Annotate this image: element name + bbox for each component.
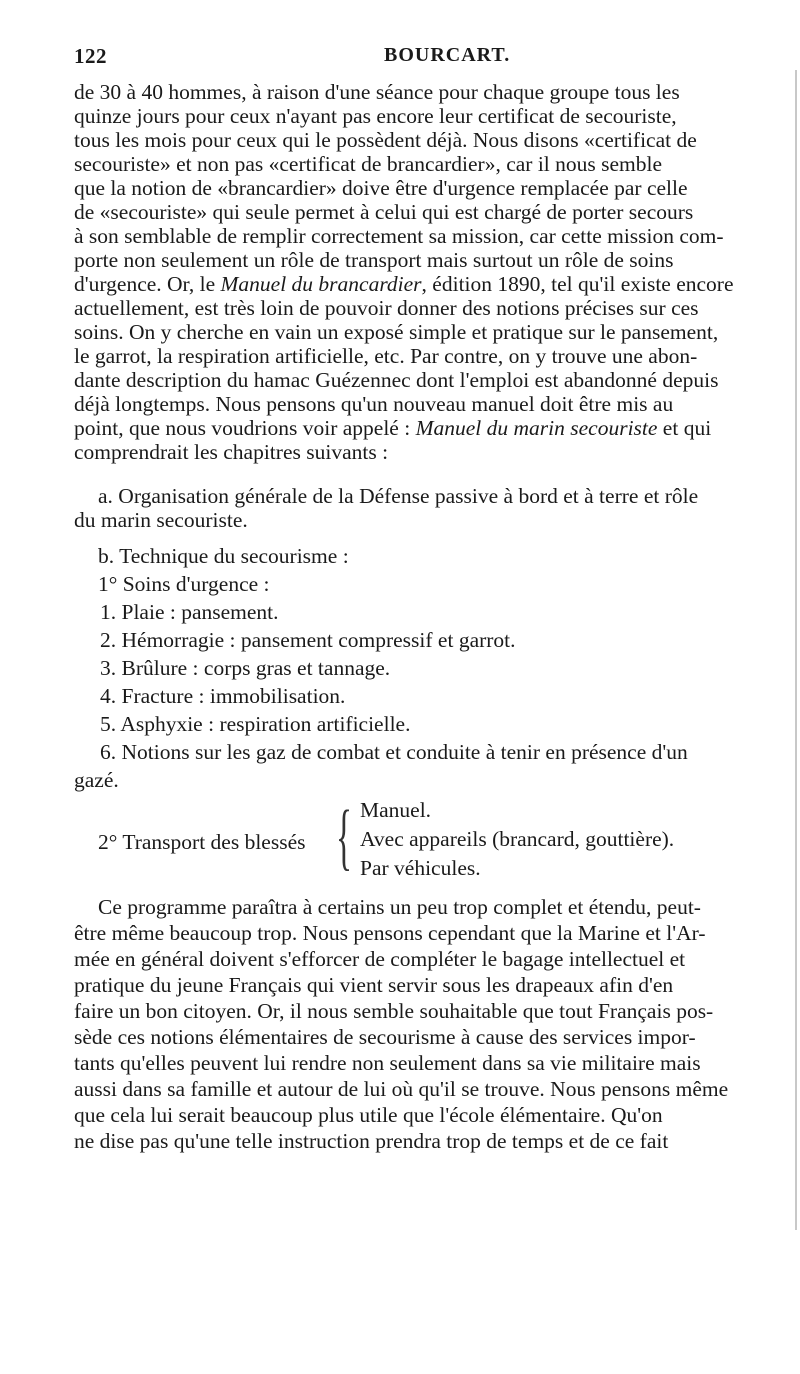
text-line: porte non seulement un rôle de transport mais surtout un rôle de soins: [74, 248, 674, 272]
page-number: 122: [74, 44, 107, 68]
list-item: 4. Fracture : immobilisation.: [100, 684, 346, 708]
text-line: soins. On y cherche en vain un exposé simple et pratique sur le pansement,: [74, 320, 719, 344]
text-line: que cela lui serait beaucoup plus utile que l'école élémentaire. Qu'on: [74, 1103, 663, 1127]
text-line: comprendrait les chapitres suivants :: [74, 440, 389, 464]
text-line: de 30 à 40 hommes, à raison d'une séance pour chaque groupe tous les: [74, 80, 680, 104]
text-line: faire un bon citoyen. Or, il nous semble souhaitable que tout Français pos-: [74, 999, 714, 1023]
text-line: du marin secouriste.: [74, 508, 248, 532]
text-line: mée en général doivent s'efforcer de compléter le bagage intellectuel et: [74, 947, 686, 971]
transport-option: Manuel.: [360, 798, 432, 822]
manual-title-italic: Manuel du marin secouriste: [415, 416, 658, 440]
transport-label: 2° Transport des blessés: [98, 830, 306, 854]
text-line: quinze jours pour ceux n'ayant pas encore leur certificat de secouriste,: [74, 104, 677, 128]
transport-option: Avec appareils (brancard, gouttière).: [360, 827, 675, 851]
paragraph-closing: [74, 894, 780, 1154]
list-item: 1. Plaie : pansement.: [100, 600, 279, 624]
text-line: secouriste» et non pas «certificat de brancardier», car il nous semble: [74, 152, 663, 176]
text-line: ne dise pas qu'une telle instruction prendra trop de temps et de ce fait: [74, 1129, 669, 1153]
text-line: que la notion de «brancardier» doive être d'urgence remplacée par celle: [74, 176, 688, 200]
list-item: 5. Asphyxie : respiration artificielle.: [100, 712, 411, 736]
text-line: déjà longtemps. Nous pensons qu'un nouveau manuel doit être mis au: [74, 392, 674, 416]
running-head: BOURCART.: [384, 44, 511, 66]
text-line: actuellement, est très loin de pouvoir donner des notions précises sur ces: [74, 296, 699, 320]
section-b-heading: b. Technique du secourisme :: [98, 544, 349, 568]
page-body: [74, 80, 780, 1154]
text-line: pratique du jeune Français qui vient servir sous les drapeaux afin d'en: [74, 973, 674, 997]
manual-title-italic: Manuel du brancardier: [220, 272, 422, 296]
list-item: 3. Brûlure : corps gras et tannage.: [100, 656, 391, 680]
text-line: de «secouriste» qui seule permet à celui qui est chargé de porter secours: [74, 200, 694, 224]
transport-section: [74, 796, 780, 888]
list-item-continuation: gazé.: [74, 768, 119, 792]
text-line: tants qu'elles peuvent lui rendre non seulement dans sa vie militaire mais: [74, 1051, 701, 1075]
text-run: , édition 1890, tel qu'il existe encore: [421, 272, 734, 296]
text-line: aussi dans sa famille et autour de lui où qu'il se trouve. Nous pensons même: [74, 1077, 729, 1101]
list-item: 6. Notions sur les gaz de combat et conduite à tenir en présence d'un: [100, 740, 688, 764]
soins-heading: 1° Soins d'urgence :: [98, 572, 270, 596]
text-line: à son semblable de remplir correctement sa mission, car cette mission com-: [74, 224, 724, 248]
text-line: le garrot, la respiration artificielle, etc. Par contre, on y trouve une abon-: [74, 344, 698, 368]
section-a: [74, 484, 780, 532]
text-line: tous les mois pour ceux qui le possèdent déjà. Nous disons «certificat de: [74, 128, 697, 152]
page-header: [74, 44, 774, 74]
transport-options: [360, 796, 674, 883]
text-line: Ce programme paraîtra à certains un peu trop complet et étendu, peut-: [98, 895, 701, 919]
text-run: et qui: [657, 416, 712, 440]
text-line: être même beaucoup trop. Nous pensons cependant que la Marine et l'Ar-: [74, 921, 706, 945]
page-edge-rule: [795, 70, 797, 1230]
text-run: d'urgence. Or, le: [74, 272, 221, 296]
text-line: [74, 272, 780, 296]
brace-symbol: {: [336, 796, 352, 878]
text-line: sède ces notions élémentaires de secourisme à cause des services impor-: [74, 1025, 696, 1049]
transport-option: Par véhicules.: [360, 856, 481, 880]
text-run: point, que nous voudrions voir appelé :: [74, 416, 416, 440]
text-line: dante description du hamac Guézennec dont l'emploi est abandonné depuis: [74, 368, 719, 392]
text-line: a. Organisation générale de la Défense passive à bord et à terre et rôle: [98, 484, 699, 508]
text-line: [74, 416, 780, 440]
list-item: 2. Hémorragie : pansement compressif et garrot.: [100, 628, 516, 652]
paragraph-intro: [74, 80, 780, 464]
